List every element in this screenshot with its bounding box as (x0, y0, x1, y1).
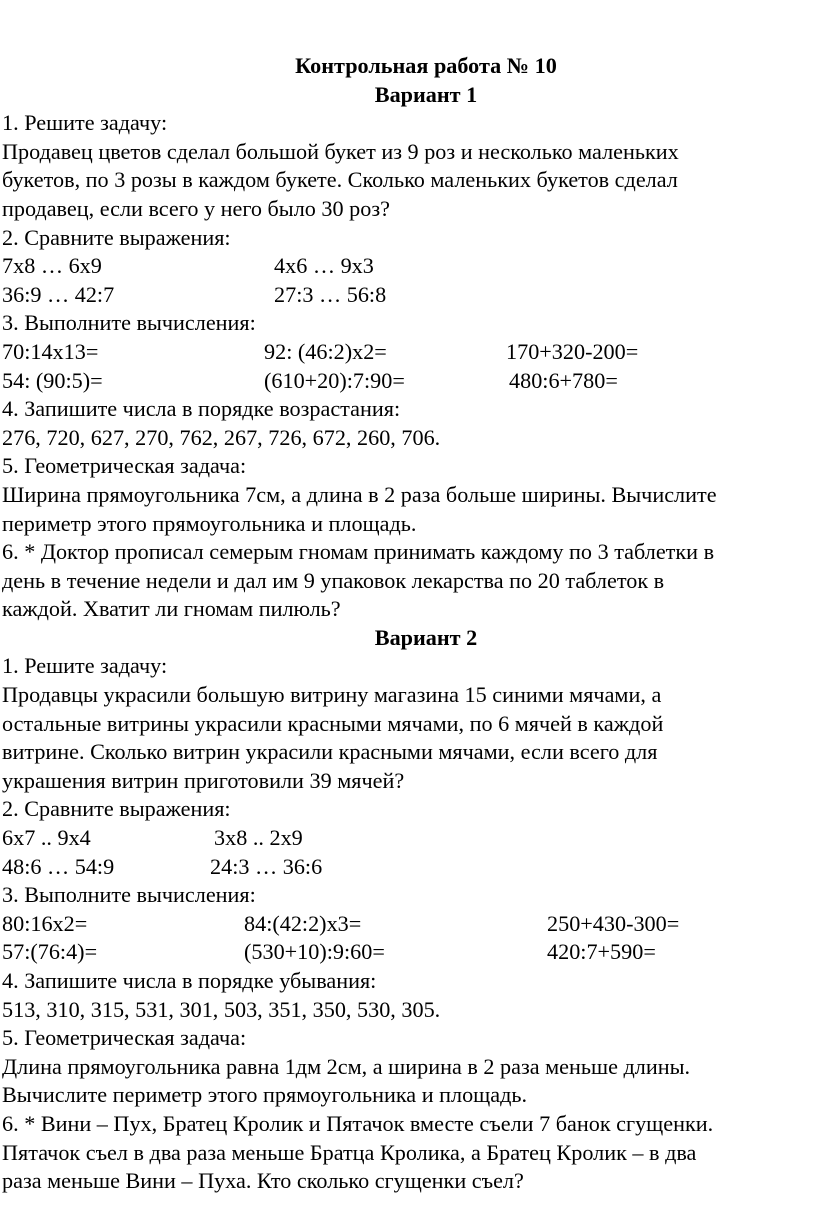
v2-calc-expression: 57:(76:4)= (2, 939, 98, 965)
v1-task-1 (0, 109, 816, 223)
document-title: Контрольная работа № 10 (295, 53, 557, 78)
v2-compare-expression: 48:6 … 54:9 (2, 853, 115, 879)
v2-calc-expression: 250+430-300= (547, 910, 680, 936)
v2-task-2 (0, 795, 816, 881)
v1-compare-row (0, 252, 816, 281)
v2-task-6-text-line: раза меньше Вини – Пуха. Кто сколько сгущенки съел? (2, 1168, 524, 1194)
v1-calc-expression: (610+20):7:90= (264, 367, 405, 393)
v1-task-4-label: 4. Запишите числа в порядке возрастания: (2, 396, 401, 422)
v2-task-4 (0, 967, 816, 1024)
v1-calc-row (0, 338, 816, 367)
v1-task-4 (0, 395, 816, 452)
v1-task-5-text-line: Ширина прямоугольника 7см, а длина в 2 раза больше ширины. Вычислите (2, 481, 717, 507)
v2-task-3 (0, 881, 816, 967)
v2-task-2-label: 2. Сравните выражения: (2, 796, 231, 822)
v2-task-1-label: 1. Решите задачу: (2, 653, 168, 679)
v1-compare-expression: 27:3 … 56:8 (274, 281, 387, 307)
v1-task-3 (0, 309, 816, 395)
variant-2 (0, 624, 816, 1196)
v2-task-1-text-line: остальные витрины украсили красными мячами, по 6 мячей в каждой (2, 710, 664, 736)
v1-task-1-text-line: Продавец цветов сделал большой букет из 9 роз и несколько маленьких (2, 138, 679, 164)
v2-task-5-text-line: Вычислите периметр этого прямоугольника и площадь. (2, 1082, 528, 1108)
v1-task-2 (0, 224, 816, 310)
v2-task-1-text-line: украшения витрин приготовили 39 мячей? (2, 767, 405, 793)
v1-task-5 (0, 452, 816, 538)
v2-task-1-text-line: Продавцы украсили большую витрину магазина 15 синими мячами, а (2, 682, 662, 708)
v1-task-1-text-line: букетов, по 3 розы в каждом букете. Сколько маленьких букетов сделал (2, 167, 678, 193)
v2-task-5-text-line: Длина прямоугольника равна 1дм 2см, а ширина в 2 раза меньше длины. (2, 1053, 691, 1079)
v2-task-4-label: 4. Запишите числа в порядке убывания: (2, 968, 377, 993)
v1-calc-expression: 92: (46:2)х2= (264, 338, 387, 364)
variant-2-heading: Вариант 2 (374, 624, 478, 650)
v1-calc-expression: 54: (90:5)= (2, 367, 103, 393)
v1-calc-expression: 480:6+780= (509, 367, 618, 393)
v1-task-1-label: 1. Решите задачу: (2, 110, 168, 136)
v2-task-5 (0, 1024, 816, 1110)
v2-calc-row (0, 910, 816, 939)
v2-task-5-label: 5. Геометрическая задача: (2, 1025, 247, 1051)
v1-task-1-text-line: продавец, если всего у него было 30 роз? (2, 195, 390, 221)
v1-calc-row (0, 367, 816, 396)
v2-calc-expression: 80:16х2= (2, 910, 88, 936)
v1-task-6 (0, 538, 816, 624)
v1-calc-expression: 170+320-200= (506, 338, 639, 364)
v1-compare-expression: 4х6 … 9х3 (274, 253, 374, 279)
v1-compare-expression: 7х8 … 6х9 (2, 253, 102, 279)
v2-task-6-text-line: Пятачок съел в два раза меньше Братца Кролика, а Братец Кролик – в два (2, 1139, 697, 1165)
v1-task-6-text-line: каждой. Хватит ли гномам пилюль? (2, 596, 341, 622)
v2-task-1 (0, 652, 816, 795)
v2-number-list: 513, 310, 315, 531, 301, 503, 351, 350, 530, 305. (2, 996, 441, 1022)
v1-task-3-label: 3. Выполните вычисления: (2, 310, 256, 336)
v1-number-list: 276, 720, 627, 270, 762, 267, 726, 672, 260, 706. (2, 424, 441, 450)
v2-compare-expression: 3х8 .. 2х9 (214, 825, 303, 851)
v1-task-2-label: 2. Сравните выражения: (2, 224, 231, 250)
v2-task-6-text-line: 6. * Вини – Пух, Братец Кролик и Пятачок вместе съели 7 банок сгущенки. (2, 1110, 714, 1136)
v1-task-5-text-line: периметр этого прямоугольника и площадь. (2, 510, 417, 536)
document-page (0, 52, 816, 1196)
v2-calc-expression: 420:7+590= (547, 939, 656, 965)
v1-compare-row (0, 281, 816, 310)
variant-1 (0, 81, 816, 624)
v2-compare-expression: 6х7 .. 9х4 (2, 825, 91, 851)
v2-calc-expression: (530+10):9:60= (244, 939, 385, 965)
v2-task-1-text-line: витрине. Сколько витрин украсили красными мячами, если всего для (2, 739, 658, 765)
v1-task-6-text-line: 6. * Доктор прописал семерым гномам принимать каждому по 3 таблетки в (2, 539, 715, 565)
v1-task-5-label: 5. Геометрическая задача: (2, 453, 247, 479)
v2-task-3-label: 3. Выполните вычисления: (2, 882, 256, 908)
v2-compare-expression: 24:3 … 36:6 (210, 853, 323, 879)
v1-task-6-text-line: день в течение недели и дал им 9 упаковок лекарства по 20 таблеток в (2, 567, 665, 593)
v2-compare-row (0, 824, 816, 853)
v1-calc-expression: 70:14х13= (2, 338, 99, 364)
variant-1-heading: Вариант 1 (374, 81, 478, 107)
v2-calc-expression: 84:(42:2)х3= (244, 910, 362, 936)
v1-compare-expression: 36:9 … 42:7 (2, 281, 115, 307)
v2-compare-row (0, 853, 816, 882)
v2-calc-row (0, 938, 816, 967)
v2-task-6 (0, 1110, 816, 1196)
